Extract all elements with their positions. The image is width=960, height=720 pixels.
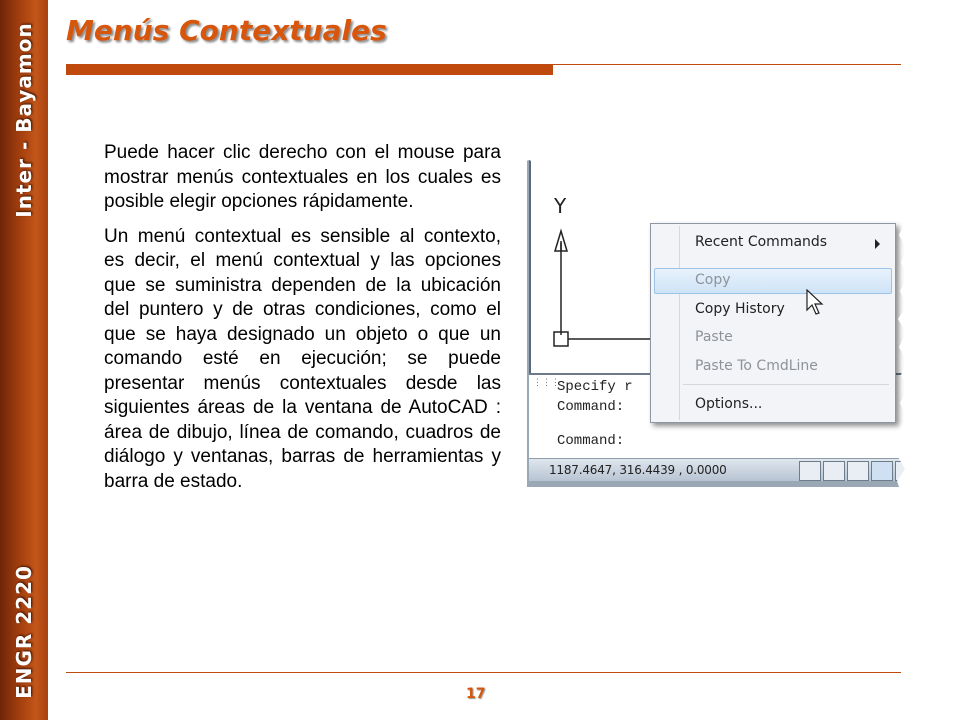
coordinate-readout: 1187.4647, 316.4439 , 0.0000 xyxy=(549,463,727,477)
ucs-y-label: Y xyxy=(554,194,567,218)
command-line: Specify r xyxy=(557,379,633,395)
menu-item-recent-commands[interactable]: Recent Commands xyxy=(695,234,828,250)
menu-item-paste[interactable]: Paste xyxy=(695,329,733,345)
title-underline-line xyxy=(553,64,901,65)
page-number: 17 xyxy=(466,686,486,702)
menu-item-copy[interactable]: Copy xyxy=(695,272,731,288)
command-line: Command: xyxy=(557,433,625,449)
sidebar-course-text: ENGR 2220 xyxy=(12,565,36,699)
torn-edge-frame xyxy=(521,155,910,493)
slide-title: Menús Contextuales xyxy=(66,14,387,47)
paragraph-context: Un menú contextual es sensible al contexto, es decir, el menú contextual y las opciones que se suministra dependen de la ubicación del puntero y de otras condiciones, como el que se haya designado un objeto o que un comando esté en ejecución; se puede presentar menús contextuales desde las siguientes áreas de la ventana de AutoCAD : área de dibujo, línea de comando, cuadros de diálogo y ventanas, barras de herramientas y barra de estado. xyxy=(104,225,501,492)
command-grip[interactable]: ⋮⋮⋮ xyxy=(533,378,560,388)
menu-item-paste-to-cmdline[interactable]: Paste To CmdLine xyxy=(695,358,818,374)
paragraph-intro: Puede hacer clic derecho con el mouse para mostrar menús contextuales en los cuales es posible elegir opciones rápidamente. xyxy=(104,142,501,212)
sidebar-institution-text: Inter - Bayamon xyxy=(12,22,36,218)
command-line: Command: xyxy=(557,399,625,415)
menu-item-options[interactable]: Options... xyxy=(695,396,763,412)
menu-item-copy-history[interactable]: Copy History xyxy=(695,301,785,317)
slide-body xyxy=(104,141,501,504)
sidebar-band xyxy=(0,0,48,720)
autocad-screenshot xyxy=(521,155,910,493)
footer-rule xyxy=(66,672,901,673)
title-underline-bar xyxy=(66,64,553,75)
